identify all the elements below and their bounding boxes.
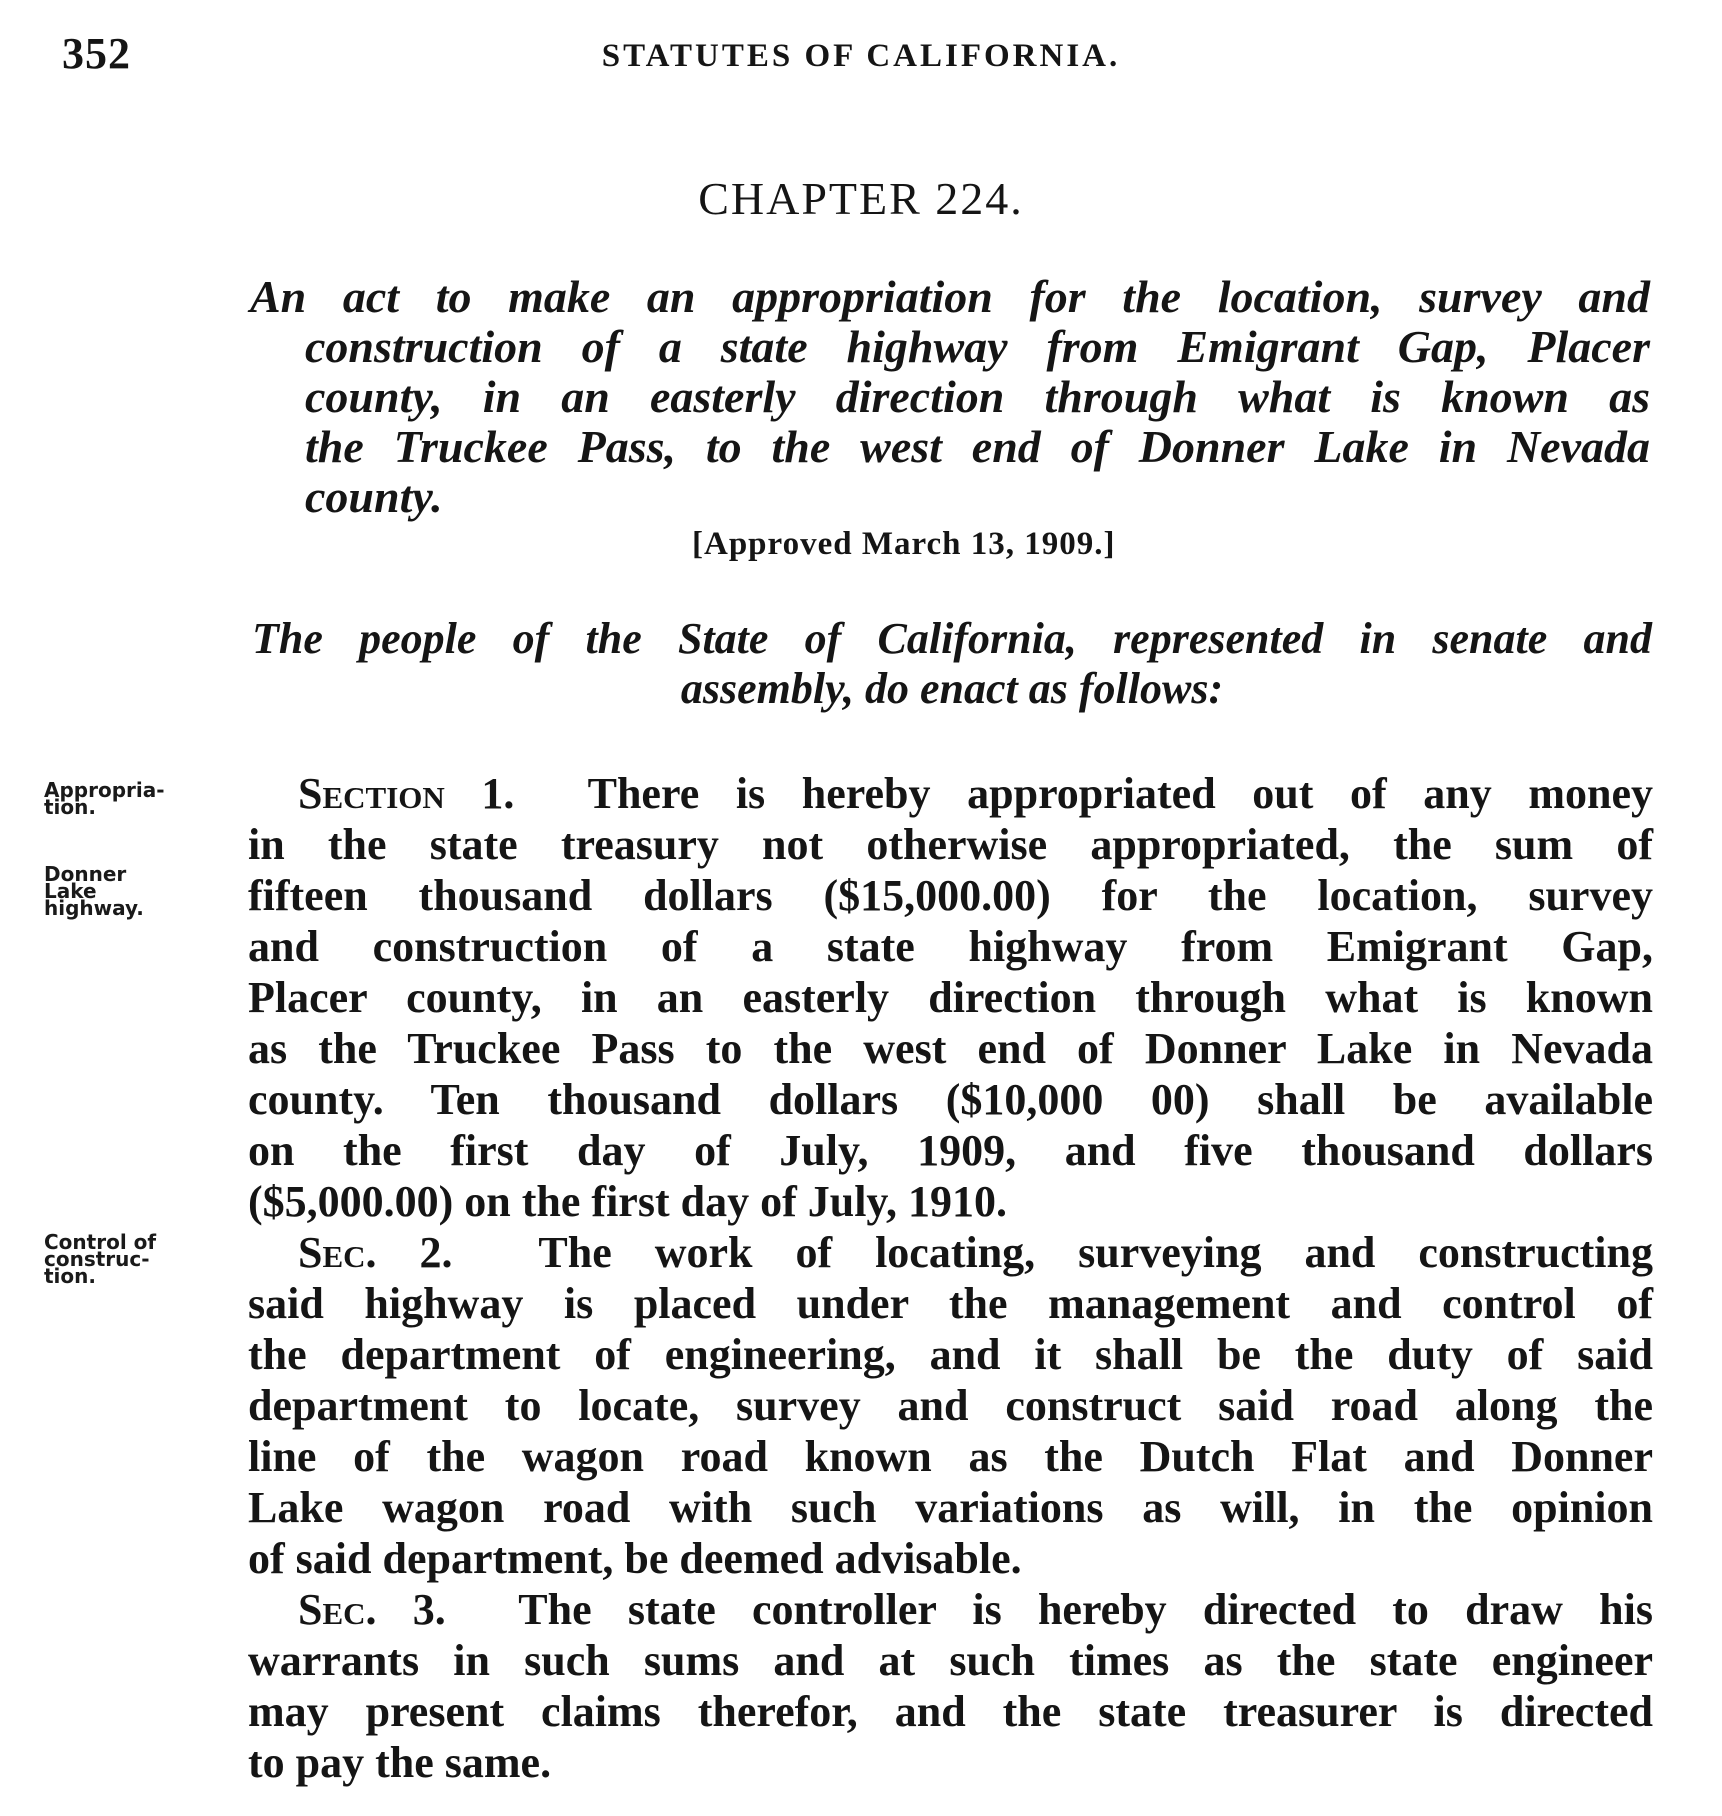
- margin-note-line: construc-: [44, 1247, 150, 1271]
- section-3: [248, 1584, 1653, 1788]
- margin-note-control: [44, 1230, 157, 1288]
- section-line: may present claims therefor, and the state treasurer is directed: [248, 1687, 1653, 1736]
- section-text: There is hereby appropriated out of any money: [587, 769, 1653, 818]
- section-line: [248, 768, 1653, 819]
- margin-note-line: Lake: [44, 879, 97, 903]
- act-title-line: the Truckee Pass, to the west end of Donner Lake in Nevada: [305, 421, 1650, 472]
- act-title: [250, 272, 1650, 522]
- section-text: The work of locating, surveying and constructing: [538, 1228, 1653, 1277]
- chapter-heading: CHAPTER 224.: [698, 173, 1024, 224]
- section-line: fifteen thousand dollars ($15,000.00) for the location, survey: [248, 871, 1653, 920]
- act-title-line: county, in an easterly direction through what is known as: [305, 371, 1650, 422]
- section-line: to pay the same.: [248, 1738, 552, 1787]
- margin-note-line: tion.: [44, 795, 96, 819]
- margin-note-line: Control of: [44, 1230, 157, 1254]
- running-title: STATUTES OF CALIFORNIA.: [601, 38, 1121, 74]
- section-line: ($5,000.00) on the first day of July, 1910.: [248, 1177, 1007, 1226]
- enacting-clause-line: assembly, do enact as follows:: [680, 664, 1224, 713]
- section-line: of said department, be deemed advisable.: [248, 1534, 1022, 1583]
- section-line: warrants in such sums and at such times as the state engineer: [248, 1636, 1653, 1685]
- section-line: said highway is placed under the management and control of: [248, 1279, 1653, 1328]
- act-title-line: county.: [305, 471, 443, 522]
- section-text: The state controller is hereby directed to draw his: [518, 1585, 1653, 1634]
- section-line: as the Truckee Pass to the west end of Donner Lake in Nevada: [248, 1024, 1653, 1073]
- section-line: Lake wagon road with such variations as will, in the opinion: [248, 1483, 1653, 1532]
- margin-note-line: Appropria-: [44, 778, 165, 802]
- margin-note-line: highway.: [44, 896, 144, 920]
- section-line: and construction of a state highway from Emigrant Gap,: [248, 922, 1653, 971]
- section-2: [248, 1227, 1653, 1584]
- enacting-clause-line: The people of the State of California, represented in senate and: [252, 614, 1652, 663]
- margin-note-appropriation: [44, 778, 165, 819]
- section-label: Section 1.: [298, 769, 515, 818]
- approval-date: [Approved March 13, 1909.]: [692, 526, 1116, 562]
- section-line: in the state treasury not otherwise appropriated, the sum of: [248, 820, 1653, 869]
- act-title-line: construction of a state highway from Emigrant Gap, Placer: [305, 321, 1650, 372]
- section-line: line of the wagon road known as the Dutch Flat and Donner: [248, 1432, 1653, 1481]
- section-label: Sec. 2.: [298, 1228, 453, 1277]
- section-line: on the first day of July, 1909, and five thousand dollars: [248, 1126, 1653, 1175]
- margin-note-line: tion.: [44, 1264, 96, 1288]
- act-title-line: An act to make an appropriation for the location, survey and: [250, 271, 1650, 322]
- section-line: [248, 1227, 1653, 1278]
- section-line: county. Ten thousand dollars ($10,000 00) shall be available: [248, 1075, 1653, 1124]
- section-line: [248, 1584, 1653, 1635]
- section-label: Sec. 3.: [298, 1585, 446, 1634]
- margin-note-line: Donner: [44, 862, 127, 886]
- section-line: Placer county, in an easterly direction through what is known: [248, 973, 1653, 1022]
- margin-note-donner-lake: [44, 862, 144, 920]
- section-line: department to locate, survey and construct said road along the: [248, 1381, 1653, 1430]
- section-1: [248, 768, 1653, 1227]
- enacting-clause: [252, 614, 1652, 714]
- section-line: the department of engineering, and it shall be the duty of said: [248, 1330, 1653, 1379]
- page-number: 352: [62, 29, 131, 78]
